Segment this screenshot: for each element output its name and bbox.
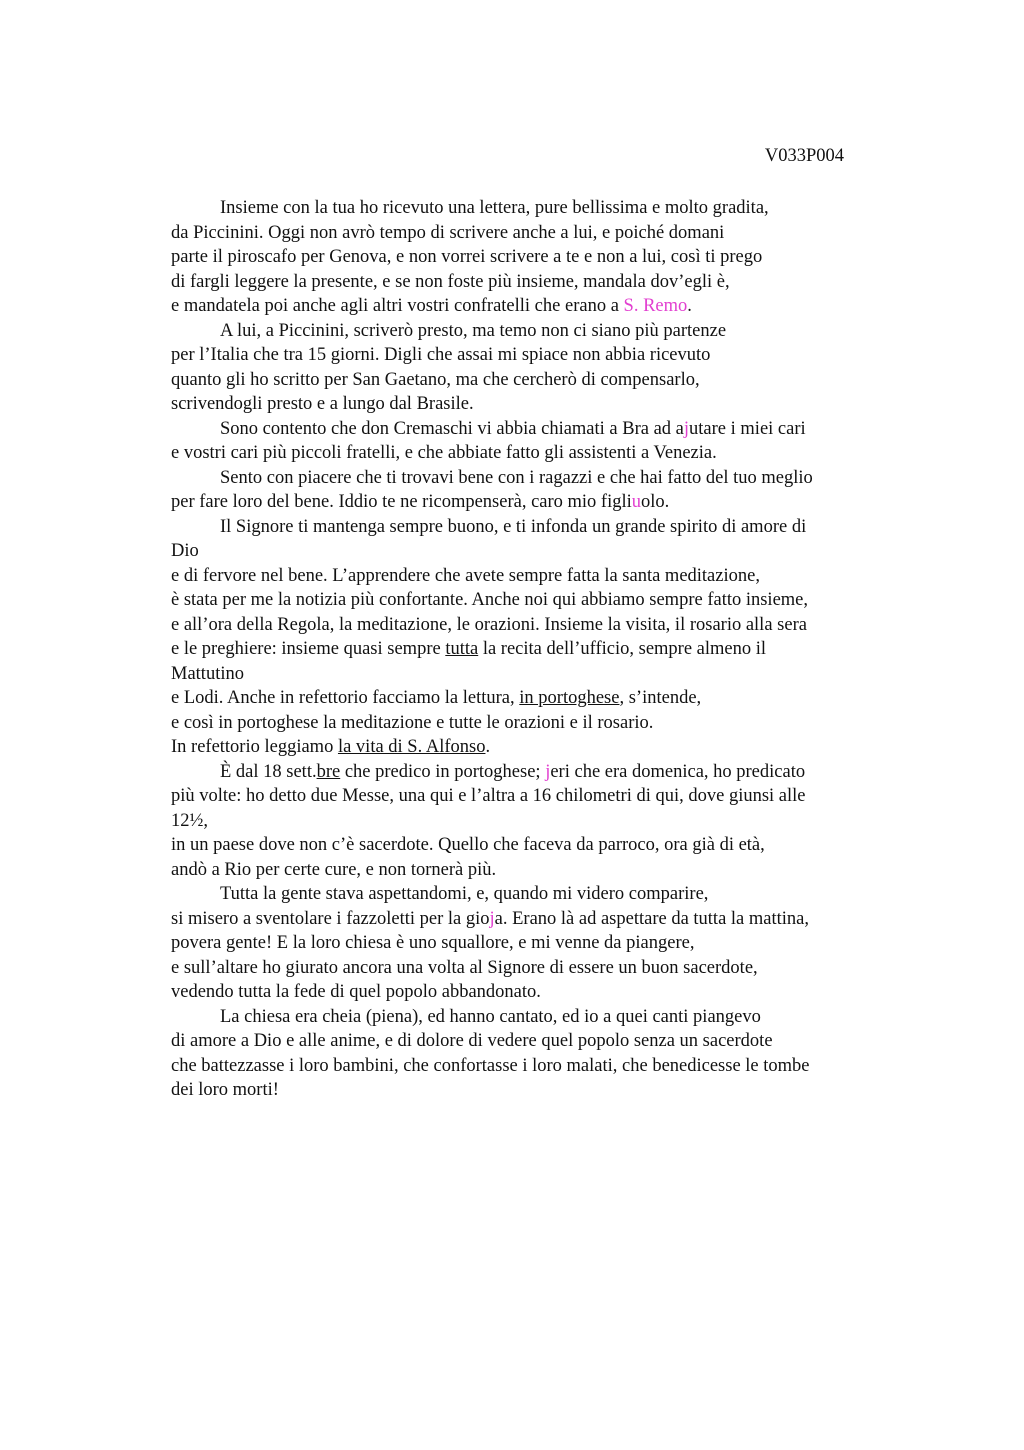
text-line [171,466,891,491]
text-segment: si misero a sventolare i fazzoletti per la gio [171,908,490,929]
text-line [171,833,891,858]
text-segment: Sono contento che don Cremaschi vi abbia chiamati a Bra ad a [220,418,684,439]
text-segment: 12½, [171,810,208,831]
text-segment: e all’ora della Regola, la meditazione, le orazioni. Insieme la visita, il rosario alla sera [171,614,807,635]
text-segment: e Lodi. Anche in refettorio facciamo la lettura, [171,688,520,708]
text-line [171,319,891,344]
text-line [171,270,891,295]
text-segment: in un paese dove non c’è sacerdote. Quello che faceva da parroco, ora già di età, [171,835,765,855]
text-line [171,1029,891,1054]
text-line [171,1078,891,1103]
text-segment: Il Signore ti mantenga sempre buono, e ti infonda un grande spirito di amore di [220,516,807,537]
text-segment: di fargli leggere la presente, e se non foste più insieme, mandala dov’egli è, [171,271,730,292]
text-line [171,735,891,760]
text-line [171,368,891,393]
highlighted-text: u [631,492,642,512]
text-segment: a. Erano là ad aspettare da tutta la mattina, [494,908,809,929]
text-segment: andò a Rio per certe cure, e non tornerà più. [171,859,497,880]
text-line [171,662,891,687]
text-line [171,221,891,246]
text-line [171,907,891,932]
text-line [171,294,891,319]
text-line [171,809,891,834]
text-segment: più volte: ho detto due Messe, una qui e l’altra a 16 chilometri di qui, dove giunsi alle [171,786,806,806]
text-segment: e così in portoghese la meditazione e tutte le orazioni e il rosario. [171,712,654,733]
text-segment: Dio [171,541,199,561]
text-segment: utare i miei cari [689,418,806,439]
text-segment: dei loro morti! [171,1080,279,1100]
text-segment: la recita dell’ufficio, sempre almeno il [478,639,767,659]
text-line [171,392,891,417]
underlined-text: la vita di S. Alfonso [337,737,486,757]
text-segment: e sull’altare ho giurato ancora una volta al Signore di essere un buon sacerdote, [171,957,758,978]
text-line [171,613,891,638]
text-segment: scrivendogli presto e a lungo dal Brasile. [171,394,474,414]
text-segment: da Piccinini. Oggi non avrò tempo di scrivere anche a lui, e poiché domani [171,222,725,243]
letter-body [171,196,891,1103]
text-line [171,760,891,785]
text-line [171,588,891,613]
text-line [171,539,891,564]
text-segment: In refettorio leggiamo [171,737,338,757]
text-segment: olo. [641,492,670,512]
text-line [171,1005,891,1030]
text-segment: . [687,296,692,316]
text-segment: per fare loro del bene. Iddio te ne ricompenserà, caro mio figli [171,492,632,512]
text-line [171,417,891,442]
text-line [171,956,891,981]
text-line [171,564,891,589]
text-line [171,1054,891,1079]
text-line [171,686,891,711]
text-line [171,490,891,515]
text-segment: vedendo tutta la fede di quel popolo abbandonato. [171,982,541,1002]
text-segment: povera gente! E la loro chiesa è uno squallore, e mi venne da piangere, [171,933,695,953]
text-line [171,343,891,368]
text-line [171,245,891,270]
text-segment: che battezzasse i loro bambini, che confortasse i loro malati, che benedicesse le tombe [171,1055,810,1076]
text-segment: e vostri cari più piccoli fratelli, e che abbiate fatto gli assistenti a Venezia. [171,443,717,463]
text-line [171,441,891,466]
text-segment: è stata per me la notizia più confortante. Anche noi qui abbiamo sempre fatto insieme, [171,590,809,610]
text-line [171,784,891,809]
underlined-text: bre [316,761,341,782]
text-line [171,882,891,907]
text-segment: Insieme con la tua ho ricevuto una lettera, pure bellissima e molto gradita, [220,198,769,218]
text-segment: parte il piroscafo per Genova, e non vorrei scrivere a te e non a lui, così ti prego [171,247,763,267]
text-line [171,931,891,956]
text-segment: eri che era domenica, ho predicato [550,761,806,782]
text-segment: Tutta la gente stava aspettandomi, e, quando mi videro comparire, [220,884,709,904]
text-segment: È dal 18 sett. [220,761,317,782]
text-segment: . [485,737,491,757]
page-id: V033P004 [764,146,844,166]
text-segment: Mattutino [171,663,244,684]
text-line [171,858,891,883]
highlighted-text: j [545,761,551,782]
underlined-text: tutta [445,639,479,659]
text-segment: Sento con piacere che ti trovavi bene con i ragazzi e che hai fatto del tuo meglio [220,467,813,488]
text-segment: e mandatela poi anche agli altri vostri confratelli che erano a [171,296,624,316]
text-line [171,515,891,540]
highlighted-text: j [683,418,690,439]
text-segment: per l’Italia che tra 15 giorni. Digli che assai mi spiace non abbia ricevuto [171,345,711,365]
text-line [171,196,891,221]
highlighted-text: j [489,908,495,929]
text-segment: , s’intende, [619,688,702,708]
highlighted-text: S. Remo [623,296,688,316]
text-line [171,711,891,736]
text-segment: La chiesa era cheia (piena), ed hanno cantato, ed io a quei canti piangevo [220,1006,761,1027]
text-line [171,980,891,1005]
text-segment: che predico in portoghese; [340,761,546,782]
text-segment: quanto gli ho scritto per San Gaetano, ma che cercherò di compensarlo, [171,369,700,390]
underlined-text: in portoghese [519,688,620,708]
text-segment: e di fervore nel bene. L’apprendere che avete sempre fatta la santa meditazione, [171,565,760,586]
text-segment: e le preghiere: insieme quasi sempre [171,639,446,659]
text-line [171,637,891,662]
text-segment: A lui, a Piccinini, scriverò presto, ma temo non ci siano più partenze [220,320,727,341]
text-segment: di amore a Dio e alle anime, e di dolore di vedere quel popolo senza un sacerdote [171,1031,773,1051]
